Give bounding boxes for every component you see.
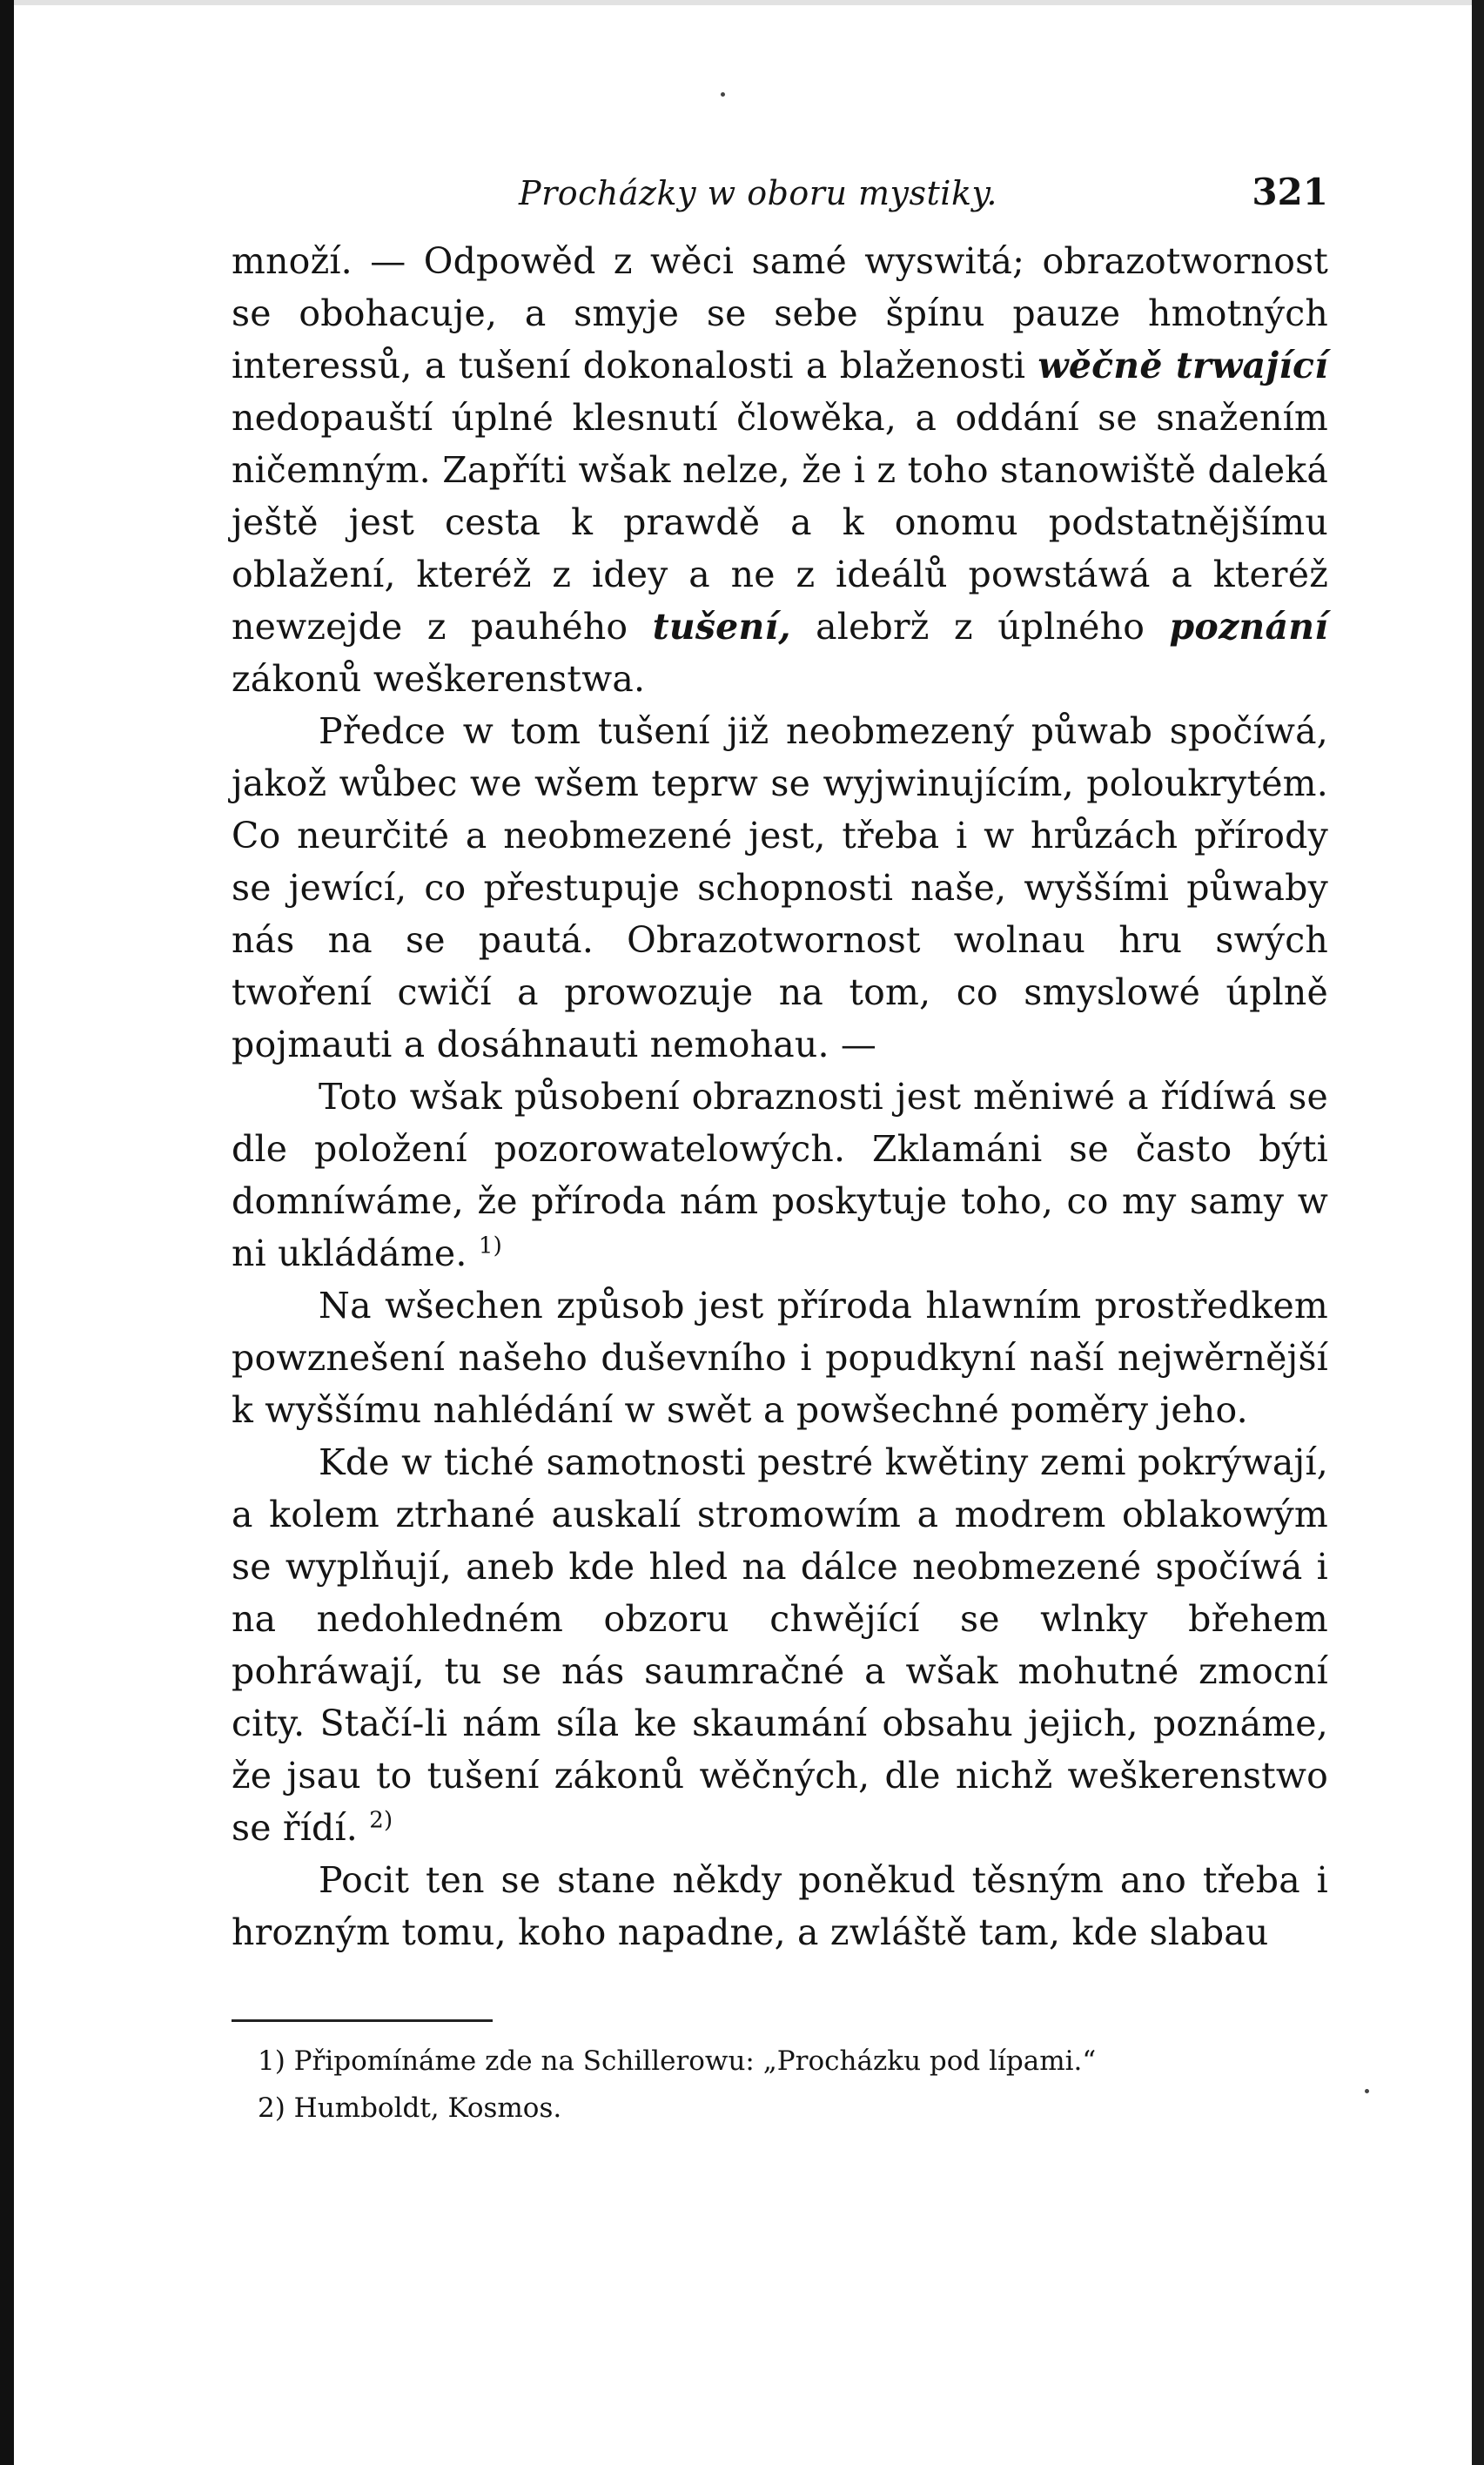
paragraph (232, 1071, 1328, 1280)
paragraph (232, 235, 1328, 705)
footnote-2: 2) Humboldt, Kosmos. (258, 2092, 562, 2124)
footnotes (258, 2038, 1328, 2132)
scan-border-left (0, 0, 14, 2465)
text-run: Toto wšak působení obraznosti jest měniwé a řídíwá se dle položení pozorowatelowých. Zklamáni se často býti domníwáme, že příroda nám poskytuje toho, co my samy w ni ukládáme. (232, 1076, 1328, 1274)
text-run: Pocit ten se stane někdy poněkud těsným ano třeba i hrozným tomu, koho napadne, a zwláště tam, kde slabau (232, 1859, 1328, 1953)
scan-speck (1365, 2089, 1369, 2093)
paragraph (232, 705, 1328, 1071)
emphasized-text: wěčně trwající (1037, 345, 1328, 386)
page-header (232, 165, 1328, 235)
text-run: množí. — Odpowěd z wěci samé wyswitá; obrazotwornost se obohacuje, a smyje se sebe špínu pauze hmotných interessů, a tušení dokonalosti a blaženosti (232, 240, 1328, 386)
text-run: alebrž z úplného (790, 606, 1170, 648)
text-run: nedopauští úplné klesnutí člowěka, a oddání se snažením ničemným. Zapříti wšak nelze, že i z toho stanowiště daleká ještě jest cesta k prawdě a k onomu podstatnějšímu oblažení, kteréž z idey a ne z ideálů powstáwá a kteréž newzejde z pauhého (232, 397, 1328, 648)
book-page (232, 165, 1328, 2132)
text-run: Kde w tiché samotnosti pestré kwětiny zemi pokrýwají, a kolem ztrhané auskalí stromowím a modrem oblakowým se wyplňují, aneb kde hled na dálce neobmezené spočíwá i na nedohledném obzoru chwějící se wlnky břehem pohráwají, tu se nás saumračné a wšak mohutné zmocní city. Stačí-li nám síla ke skaumání obsahu jejich, poznáme, že jsau to tušení zákonů wěčných, dle nichž weškerenstwo se řídí. (232, 1441, 1328, 1849)
paragraph (232, 1280, 1328, 1436)
footnote-1: 1) Připomínáme zde na Schillerowu: „Procházku pod lípami.“ (258, 2045, 1097, 2077)
text-run: Předce w tom tušení již neobmezený půwab spočíwá, jakož wůbec we wšem teprw se wyjwinujícím, poloukrytém. Co neurčité a neobmezené jest, třeba i w hrůzách přírody se jewící, co přestupuje schopnosti naše, wyššími půwaby nás na se pautá. Obrazotwornost wolnau hru swých twoření cwičí a prowozuje na tom, co smyslowé úplně pojmauti a dosáhnauti nemohau. — (232, 710, 1328, 1065)
text-run: zákonů weškerenstwa. (232, 658, 646, 700)
footnote-marker: 1) (478, 1232, 502, 1259)
emphasized-text: poznání (1169, 606, 1328, 648)
paragraph (232, 1854, 1328, 1958)
scan-speck (721, 92, 725, 97)
footnote-marker: 2) (369, 1807, 393, 1834)
footnote-divider (232, 2019, 493, 2022)
body-text (232, 235, 1328, 1958)
scan-border-top (14, 0, 1472, 5)
running-title: Procházky w oboru mystiky. (519, 174, 997, 212)
text-run: Na wšechen způsob jest příroda hlawním prostředkem powznešení našeho duševního i popudkyní naší nejwěrnější k wyššímu nahlédání w swět a powšechné poměry jeho. (232, 1285, 1328, 1431)
page-number: 321 (1252, 171, 1328, 213)
scan-border-right (1472, 0, 1484, 2465)
emphasized-text: tušení, (652, 606, 791, 648)
paragraph (232, 1436, 1328, 1854)
